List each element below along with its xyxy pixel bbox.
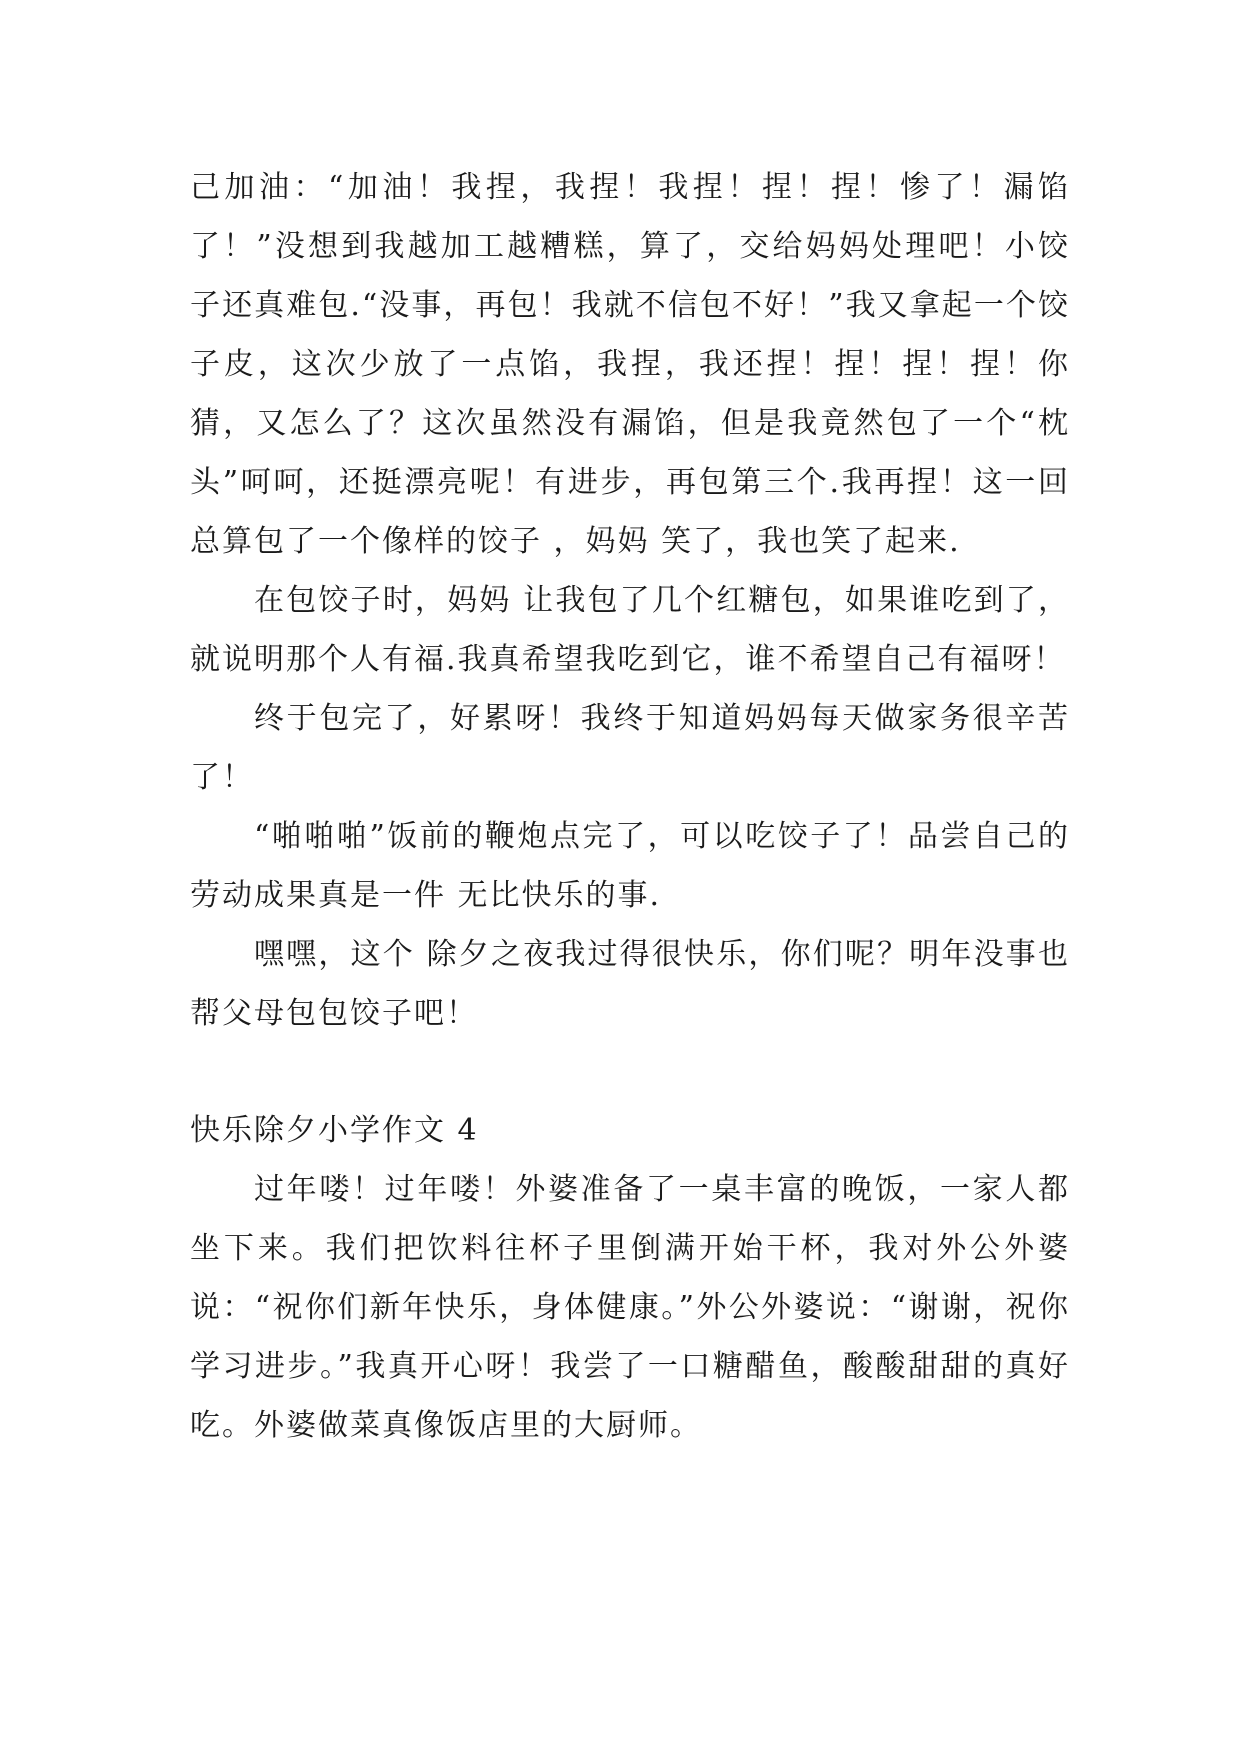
document-body [190, 158, 1070, 1455]
section-heading: 快乐除夕小学作文 4 [190, 1113, 479, 1148]
paragraph: 嘿嘿，这个 除夕之夜我过得很快乐，你们呢？明年没事也帮父母包包饺子吧！ [190, 937, 1070, 1031]
paragraph: “啪啪啪”饭前的鞭炮点完了，可以吃饺子了！品尝自己的劳动成果真是一件 无比快乐的事. [190, 819, 1070, 913]
paragraph: 终于包完了，好累呀！我终于知道妈妈每天做家务很辛苦了！ [190, 701, 1070, 795]
paragraph: 过年喽！过年喽！外婆准备了一桌丰富的晚饭，一家人都坐下来。我们把饮料往杯子里倒满开始干杯，我对外公外婆说：“祝你们新年快乐，身体健康。”外公外婆说：“谢谢，祝你学习进步。”我真开心呀！我尝了一口糖醋鱼，酸酸甜甜的真好吃。外婆做菜真像饭店里的大厨师。 [190, 1172, 1070, 1443]
paragraph-continued: 己加油：“加油！我捏，我捏！我捏！捏！捏！惨了！漏馅了！”没想到我越加工越糟糕，算了，交给妈妈处理吧！小饺子还真难包.“没事，再包！我就不信包不好！”我又拿起一个饺子皮，这次少放了一点馅，我捏，我还捏！捏！捏！捏！你猜，又怎么了？这次虽然没有漏馅，但是我竟然包了一个“枕头”呵呵，还挺漂亮呢！有进步，再包第三个.我再捏！这一回总算包了一个像样的饺子 ，妈妈 笑了，我也笑了起来. [190, 170, 1070, 559]
paragraph: 在包饺子时，妈妈 让我包了几个红糖包，如果谁吃到了，就说明那个人有福.我真希望我吃到它，谁不希望自己有福呀！ [190, 583, 1070, 677]
